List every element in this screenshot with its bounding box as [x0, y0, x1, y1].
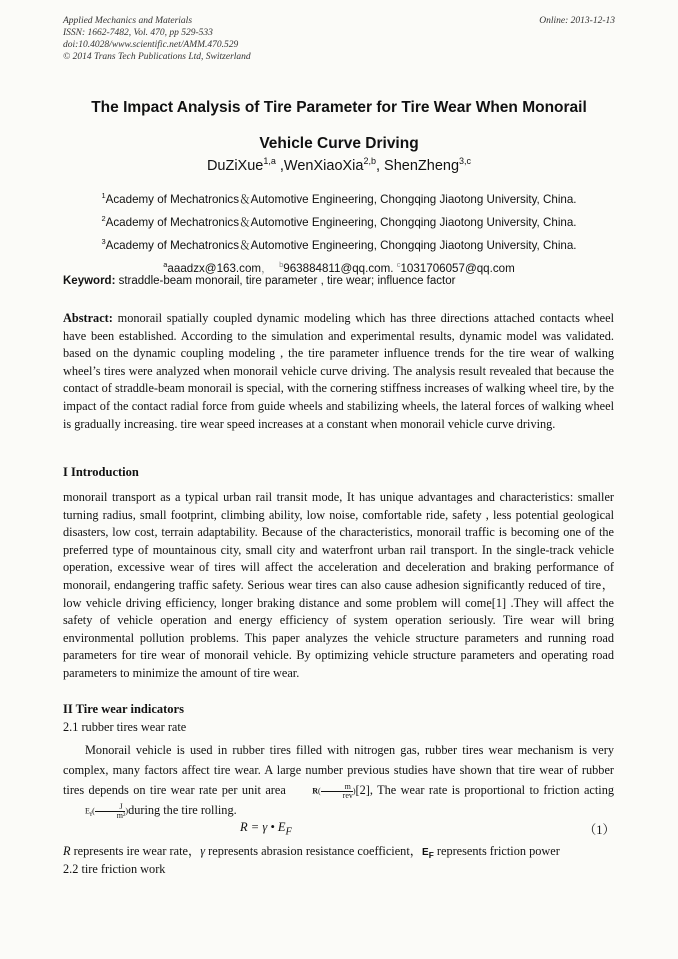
affiliations	[60, 186, 618, 277]
definition-text: represents ire wear rate，	[70, 844, 201, 858]
symbol-gamma: γ	[200, 844, 206, 858]
section-2-heading: II Tire wear indicators	[63, 702, 184, 716]
abstract-label: Abstract:	[63, 311, 113, 325]
author-list	[0, 156, 678, 174]
unit-symbol: R	[312, 786, 318, 796]
author-2: ,WenXiaoXia	[275, 157, 364, 174]
unit-denominator: rev	[342, 790, 353, 800]
journal-header	[63, 15, 615, 63]
paragraph-text: [2], The wear rate is proportional to friction acting	[355, 783, 615, 797]
email-b-sup: b	[279, 259, 284, 269]
affiliation-3	[60, 232, 618, 255]
copyright: © 2014 Trans Tech Publications Ltd, Switzerland	[63, 52, 251, 62]
online-date: Online: 2013-12-13	[539, 16, 615, 26]
email-separator: .	[390, 261, 394, 275]
keyword-text: straddle-beam monorail, tire parameter , tire wear; influence factor	[115, 275, 456, 287]
email-c[interactable]: 1031706057@qq.com	[400, 261, 515, 275]
unit-numerator: m	[321, 783, 353, 792]
unit-denominator: m²	[116, 810, 126, 820]
unit-symbol: E	[85, 806, 90, 816]
email-a[interactable]: aaadzx@163.com	[167, 261, 262, 275]
symbol-ef-subscript: F	[428, 850, 434, 860]
affiliation-1-sup: 1	[101, 191, 106, 200]
email-a-sup: a	[163, 259, 168, 269]
affiliation-2	[60, 209, 618, 232]
affiliation-1	[60, 186, 618, 209]
paragraph-text: during the tire rolling.	[128, 803, 237, 817]
affiliation-2-text: Academy of Mechatronics＆Automotive Engineering, Chongqing Jiaotong University, China.	[105, 215, 577, 229]
subsection-2-1-heading: 2.1 rubber tires wear rate	[63, 720, 187, 734]
doi: doi:10.4028/www.scientific.net/AMM.470.529	[63, 40, 239, 50]
author-1: DuZiXue	[206, 157, 264, 174]
section-1-text: monorail transport as a typical urban rail transit mode, It has unique advantages and characteristics: smaller turning radius, small footprint, climbing ability, low noise, comfortable ride, safety , less potential geological disasters, low cost, terrain adaptability. Because of the characteristics, monorail traffic is becoming one of the preferred type of mountainous city, small city and waterfront urban rail transport. In the single-track vehicle operation, excessive wear of tires will affect the acceleration and deceleration and braking performance of monorail, endangering traffic safety. Serious wear tires can also cause adhesion significantly reduced of tire， low vehicle driving efficiency, longer braking distance and some problem will come[1] .They will affect the safety of vehicle operation and energy efficiency of system operation seriously. Tire wear will bring environmental pollution problems. This paper analyzes the vehicle structure parameters and running road parameters for tire wear of monorail vehicle. By optimizing vehicle structure parameters and operating road parameters to minimize the amount of tire wear.	[63, 490, 614, 680]
author-2-sup: 2,b	[363, 156, 376, 166]
author-3-sup: 3,c	[459, 156, 472, 166]
paper-title	[60, 90, 618, 162]
affiliation-3-sup: 3	[101, 236, 106, 246]
issn: ISSN: 1662-7482, Vol. 470, pp 529-533	[63, 28, 213, 38]
journal-name: Applied Mechanics and Materials	[63, 16, 193, 26]
author-3: , ShenZheng	[375, 157, 460, 174]
section-2-1-paragraph	[63, 740, 614, 820]
equation-number: （1）	[583, 823, 615, 837]
affiliation-2-sup: 2	[101, 213, 106, 223]
email-list	[60, 255, 618, 278]
email-separator: ，	[261, 261, 273, 275]
equation-1	[0, 820, 615, 840]
unit-numerator: J	[95, 803, 126, 812]
affiliation-3-text: Academy of Mechatronics＆Automotive Engineering, Chongqing Jiaotong University, China.	[105, 238, 577, 252]
unit-subscript: f	[89, 810, 93, 818]
abstract	[63, 310, 614, 433]
equation-subscript: F	[285, 826, 292, 838]
keywords	[63, 275, 615, 287]
paragraph-text: Monorail vehicle is used in rubber tires filled with nitrogen gas, rubber tires wear mechanism is very complex, many factors affect tire wear. A large number previous studies have shown that tire wear of rubber tires depends on tire wear rate per unit area	[63, 743, 614, 797]
definition-text: represents abrasion resistance coefficient，	[205, 844, 423, 858]
equation-body: R = γ • E	[240, 820, 286, 834]
symbol-ef-base: E	[422, 847, 429, 858]
symbol-r: R	[63, 844, 71, 858]
abstract-text: monorail spatially coupled dynamic modeling which has three directions attached contacts wheel have been established. According to the simulation and experimental results, dynamic model was validated. based on the dynamic coupling modeling , the tire parameter influence trends for the tire wear of walking wheel’s tires were analyzed when monorail vehicle curve driving. The analysis result revealed that because the contact of straddle-beam monorail is special, with the cornering stiffness increases of walking wheel tire, by the impact of the contact radial force from guide wheels and stabilizing wheels, the lateral forces of walking wheel is gradually increasing. tire wear speed increases at a constant when monorail vehicle curve driving.	[63, 311, 614, 431]
author-1-sup: 1,a	[263, 156, 276, 166]
definition-text: represents friction power	[433, 844, 560, 858]
symbol-ef	[422, 847, 434, 858]
subsection-2-2-heading: 2.2 tire friction work	[63, 862, 166, 876]
keyword-label: Keyword:	[63, 275, 116, 287]
affiliation-1-text: Academy of Mechatronics＆Automotive Engineering, Chongqing Jiaotong University, China.	[105, 192, 577, 206]
email-b[interactable]: 963884811@qq.com	[283, 261, 391, 275]
unit-friction-work: $E_f$( $\frac{J}{\text{m²}}$ )	[85, 801, 129, 820]
title-line-1: The Impact Analysis of Tire Parameter for Tire Wear When Monorail	[91, 99, 587, 116]
email-c-sup: c	[396, 259, 401, 269]
title-line-2: Vehicle Curve Driving	[259, 135, 419, 152]
section-1-heading: I Introduction	[63, 465, 139, 479]
unit-wear-rate: R( $\frac{m}{\text{rev}}$ )	[312, 781, 356, 800]
equation-formula	[240, 820, 292, 838]
